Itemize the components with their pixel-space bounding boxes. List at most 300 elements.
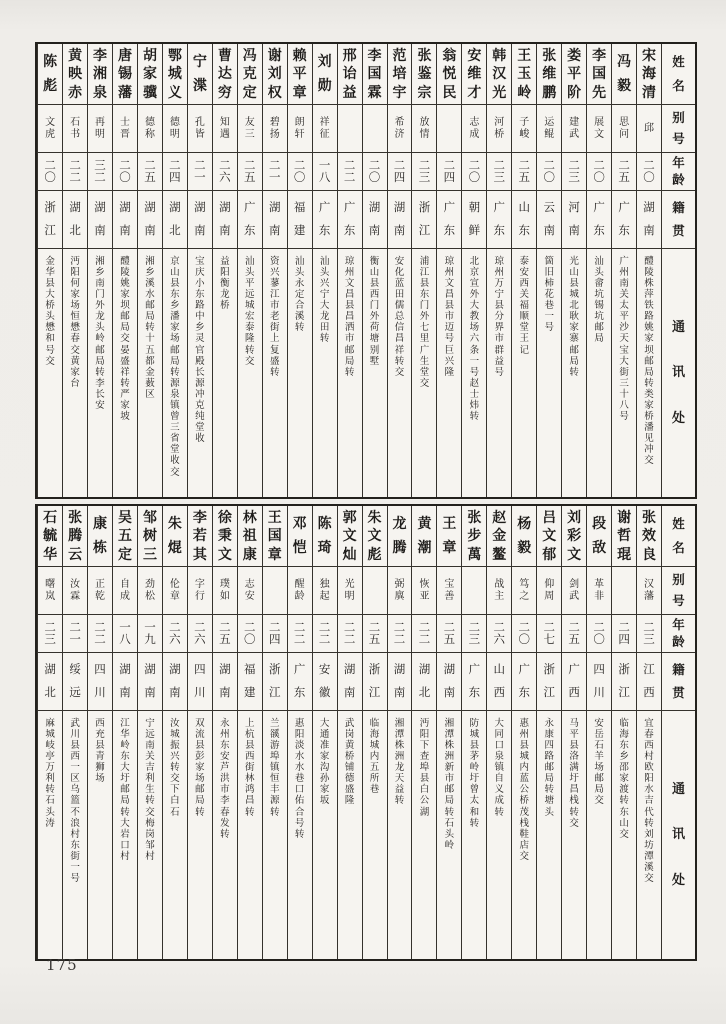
native-place-cell: 湖 南 bbox=[88, 191, 112, 249]
alias-cell: 笃 之 bbox=[512, 567, 536, 615]
name-cell: 吕 文 郁 bbox=[537, 506, 561, 567]
entry-column bbox=[461, 44, 486, 497]
native-place-cell: 浙 江 bbox=[363, 653, 387, 711]
address-cell: 临 海 东 乡 邵 家 渡 转 东 山 交 bbox=[619, 717, 629, 840]
name-cell: 翁 悦 民 bbox=[437, 44, 461, 105]
age-cell: 二 〇 bbox=[537, 153, 561, 191]
address-cell: 惠 阳 淡 水 水 巷 口 佑 合 号 转 bbox=[294, 717, 305, 840]
name-cell: 张 维 鹏 bbox=[537, 44, 561, 105]
address-cell: 湘 潭 株 洲 龙 天 益 转 bbox=[394, 717, 405, 807]
alias-cell: 士 晋 bbox=[113, 105, 137, 153]
age-cell: 二 四 bbox=[263, 615, 287, 653]
address-cell: 麻 城 岐 亭 万 利 转 石 头 涛 bbox=[45, 717, 55, 829]
name-cell: 宁 渫 bbox=[188, 44, 212, 105]
entry-column bbox=[37, 506, 62, 959]
address-cell: 光 山 县 城 北 耿 家 寨 邮 局 转 bbox=[569, 255, 579, 378]
age-cell: 二 七 bbox=[537, 615, 561, 653]
address-cell: 京 山 县 东 乡 潘 家 场 邮 局 转 源 泉 镇 曾 三 省 堂 收 交 bbox=[170, 255, 180, 478]
entry-column bbox=[511, 44, 536, 497]
address-cell: 汕 头 平 远 城 宏 泰 隆 转 交 bbox=[245, 255, 255, 367]
alias-cell: 革 非 bbox=[587, 567, 611, 615]
native-place-cell: 广 东 bbox=[238, 191, 262, 249]
entry-column bbox=[611, 506, 636, 959]
name-cell: 黄 潮 bbox=[412, 506, 436, 567]
name-cell: 徐 秉 文 bbox=[213, 506, 237, 567]
entry-column bbox=[162, 506, 187, 959]
native-place-cell: 湖 北 bbox=[63, 191, 87, 249]
entry-column bbox=[62, 506, 87, 959]
native-place-cell: 湖 南 bbox=[113, 191, 137, 249]
entry-column bbox=[87, 44, 112, 497]
name-cell: 冯 毅 bbox=[612, 44, 636, 105]
name-cell: 段 敌 bbox=[587, 506, 611, 567]
entry-column bbox=[187, 506, 212, 959]
name-cell: 王 国 章 bbox=[263, 506, 287, 567]
alias-cell: 邱 bbox=[637, 105, 661, 153]
name-cell: 唐 锡 藩 bbox=[113, 44, 137, 105]
age-cell: 二 三 bbox=[487, 153, 511, 191]
alias-cell: 希 济 bbox=[388, 105, 412, 153]
name-cell: 谢 刘 权 bbox=[263, 44, 287, 105]
name-cell: 王 章 bbox=[437, 506, 461, 567]
age-cell: 二 一 bbox=[188, 153, 212, 191]
alias-cell bbox=[437, 105, 461, 153]
native-place-cell: 湖 南 bbox=[138, 653, 162, 711]
entry-column bbox=[262, 44, 287, 497]
native-place-cell: 浙 江 bbox=[38, 191, 62, 249]
header-cell-name: 姓 名 bbox=[662, 44, 695, 105]
alias-cell bbox=[338, 105, 362, 153]
address-cell: 汕 头 永 定 合 溪 转 bbox=[294, 255, 305, 334]
address-cell: 北 京 宣 外 大 教 场 六 条 一 号 赵 士 炜 转 bbox=[469, 255, 480, 423]
name-cell: 邢 诒 益 bbox=[338, 44, 362, 105]
age-cell: 二 五 bbox=[238, 153, 262, 191]
age-cell: 一 八 bbox=[113, 615, 137, 653]
address-cell: 广 州 南 关 太 平 沙 天 宝 大 街 三 十 八 号 bbox=[619, 255, 629, 423]
age-cell: 二 二 bbox=[313, 615, 337, 653]
native-place-cell: 朝 鲜 bbox=[462, 191, 486, 249]
age-cell: 二 六 bbox=[487, 615, 511, 653]
alias-cell: 剑 武 bbox=[562, 567, 586, 615]
alias-cell: 文 虎 bbox=[38, 105, 62, 153]
name-cell: 张 步 萬 bbox=[462, 506, 486, 567]
address-cell: 醴 陵 株 萍 铁 路 姚 家 坝 邮 局 转 类 家 桥 潘 见 冲 交 bbox=[644, 255, 654, 467]
address-cell: 汝 城 振 兴 转 交 下 白 石 bbox=[170, 717, 180, 818]
alias-cell: 朗 轩 bbox=[288, 105, 312, 153]
alias-cell: 志 安 bbox=[238, 567, 262, 615]
native-place-cell: 湖 南 bbox=[388, 191, 412, 249]
name-cell: 邹 树 三 bbox=[138, 506, 162, 567]
age-cell: 二 三 bbox=[562, 153, 586, 191]
entry-column bbox=[162, 44, 187, 497]
alias-cell: 碧 扬 bbox=[263, 105, 287, 153]
entry-column bbox=[87, 506, 112, 959]
native-place-cell: 云 南 bbox=[537, 191, 561, 249]
native-place-cell: 湖 南 bbox=[363, 191, 387, 249]
alias-cell: 自 成 bbox=[113, 567, 137, 615]
name-cell: 朱 焜 bbox=[163, 506, 187, 567]
age-cell: 二 二 bbox=[388, 615, 412, 653]
native-place-cell: 浙 江 bbox=[263, 653, 287, 711]
address-cell: 汕 头 畲 坑 锡 坑 邮 局 bbox=[594, 255, 604, 345]
header-cell-native: 籍 贯 bbox=[662, 191, 695, 249]
entry-column bbox=[461, 506, 486, 959]
address-cell: 汕 头 兴 宁 大 龙 田 转 bbox=[319, 255, 330, 345]
alias-cell: 友 三 bbox=[238, 105, 262, 153]
name-cell: 赵 金 鳌 bbox=[487, 506, 511, 567]
entry-column bbox=[137, 506, 162, 959]
address-cell: 马 平 县 洛 满 圩 昌 栈 转 交 bbox=[569, 717, 579, 829]
header-column bbox=[661, 506, 695, 959]
alias-cell: 汉 藩 bbox=[637, 567, 661, 615]
header-cell-age: 年 龄 bbox=[662, 615, 695, 653]
address-cell: 琼 州 万 宁 县 分 界 市 群 益 号 bbox=[494, 255, 505, 378]
age-cell: 二 六 bbox=[213, 153, 237, 191]
name-cell: 冯 克 定 bbox=[238, 44, 262, 105]
age-cell: 二 二 bbox=[63, 153, 87, 191]
directory-table-bottom bbox=[35, 504, 697, 961]
name-cell: 谢 哲 琨 bbox=[612, 506, 636, 567]
entry-column bbox=[611, 44, 636, 497]
address-cell: 衡 山 县 西 门 外 荷 塘 别 墅 bbox=[369, 255, 380, 367]
name-cell: 胡 家 骥 bbox=[138, 44, 162, 105]
entry-column bbox=[636, 506, 661, 959]
age-cell: 二 〇 bbox=[462, 153, 486, 191]
entry-column bbox=[337, 506, 362, 959]
name-cell: 康 栋 bbox=[88, 506, 112, 567]
age-cell: 二 五 bbox=[363, 615, 387, 653]
entry-column bbox=[387, 44, 412, 497]
name-cell: 张 效 良 bbox=[637, 506, 661, 567]
header-cell-alias: 别 号 bbox=[662, 567, 695, 615]
address-cell: 资 兴 蓼 江 市 老 街 上 复 盛 转 bbox=[269, 255, 280, 378]
name-cell: 林 祖 康 bbox=[238, 506, 262, 567]
alias-cell: 醒 龄 bbox=[288, 567, 312, 615]
native-place-cell: 广 西 bbox=[562, 653, 586, 711]
entry-column bbox=[636, 44, 661, 497]
alias-cell: 石 书 bbox=[63, 105, 87, 153]
alias-cell: 建 武 bbox=[562, 105, 586, 153]
entry-column bbox=[62, 44, 87, 497]
entry-column bbox=[387, 506, 412, 959]
native-place-cell: 湖 北 bbox=[163, 191, 187, 249]
address-cell: 金 华 县 大 桥 头 懋 和 号 交 bbox=[45, 255, 55, 367]
native-place-cell: 江 西 bbox=[637, 653, 661, 711]
header-cell-alias: 别 号 bbox=[662, 105, 695, 153]
address-cell: 湘 乡 南 门 外 龙 头 岭 邮 局 转 李 长 安 bbox=[95, 255, 105, 412]
name-cell: 张 腾 云 bbox=[63, 506, 87, 567]
header-cell-address: 通 讯 处 bbox=[671, 319, 685, 427]
native-place-cell: 河 南 bbox=[562, 191, 586, 249]
address-cell: 泰 安 西 关 福 顺 堂 王 记 bbox=[519, 255, 530, 356]
address-cell: 上 杭 县 西 街 林 鸿 昌 转 bbox=[245, 717, 255, 818]
alias-cell: 宝 善 bbox=[437, 567, 461, 615]
page-number: 175 bbox=[46, 956, 78, 974]
entry-column bbox=[287, 44, 312, 497]
name-cell: 张 鉴 宗 bbox=[412, 44, 436, 105]
address-cell: 武 川 县 西 一 区 乌 篮 不 浪 村 东 街 一 号 bbox=[70, 717, 80, 885]
alias-cell: 思 问 bbox=[612, 105, 636, 153]
name-cell: 刘 彩 文 bbox=[562, 506, 586, 567]
age-cell: 二 二 bbox=[88, 615, 112, 653]
name-cell: 娄 平 阶 bbox=[562, 44, 586, 105]
age-cell: 二 二 bbox=[338, 615, 362, 653]
native-place-cell: 四 川 bbox=[188, 653, 212, 711]
alias-cell: 志 成 bbox=[462, 105, 486, 153]
alias-cell: 祥 征 bbox=[313, 105, 337, 153]
address-cell: 沔 阳 何 家 场 恒 懋 春 交 黄 家 台 bbox=[70, 255, 80, 389]
entry-column bbox=[411, 44, 436, 497]
alias-cell: 德 明 bbox=[163, 105, 187, 153]
alias-cell: 孔 皆 bbox=[188, 105, 212, 153]
entry-column bbox=[37, 44, 62, 497]
age-cell: 二 四 bbox=[437, 153, 461, 191]
age-cell: 一 九 bbox=[138, 615, 162, 653]
native-place-cell: 绥 远 bbox=[63, 653, 87, 711]
name-cell: 吴 五 定 bbox=[113, 506, 137, 567]
entry-column bbox=[486, 44, 511, 497]
name-cell: 石 毓 华 bbox=[38, 506, 62, 567]
entry-column bbox=[112, 506, 137, 959]
name-cell: 李 湘 泉 bbox=[88, 44, 112, 105]
entry-column bbox=[586, 44, 611, 497]
age-cell: 二 六 bbox=[188, 615, 212, 653]
name-cell: 安 维 才 bbox=[462, 44, 486, 105]
name-cell: 韩 汉 光 bbox=[487, 44, 511, 105]
age-cell: 二 〇 bbox=[113, 153, 137, 191]
name-cell: 龙 腾 bbox=[388, 506, 412, 567]
alias-cell: 知 遇 bbox=[213, 105, 237, 153]
header-cell-native: 籍 贯 bbox=[662, 653, 695, 711]
age-cell: 二 〇 bbox=[512, 615, 536, 653]
age-cell: 二 三 bbox=[412, 153, 436, 191]
address-cell: 双 流 县 彭 家 场 邮 局 转 bbox=[195, 717, 205, 818]
address-cell: 防 城 县 茅 岭 圩 曾 太 和 转 bbox=[469, 717, 480, 829]
address-cell: 兰 豀 游 埠 镇 恒 丰 源 转 bbox=[269, 717, 280, 818]
native-place-cell: 浙 江 bbox=[612, 653, 636, 711]
alias-cell: 劲 松 bbox=[138, 567, 162, 615]
native-place-cell: 湖 南 bbox=[213, 191, 237, 249]
name-cell: 宋 海 清 bbox=[637, 44, 661, 105]
native-place-cell: 湖 南 bbox=[263, 191, 287, 249]
alias-cell bbox=[363, 567, 387, 615]
age-cell: 二 四 bbox=[612, 615, 636, 653]
alias-cell: 战 主 bbox=[487, 567, 511, 615]
age-cell: 二 五 bbox=[612, 153, 636, 191]
name-cell: 王 玉 岭 bbox=[512, 44, 536, 105]
entry-column bbox=[312, 44, 337, 497]
age-cell: 二 〇 bbox=[288, 153, 312, 191]
alias-cell bbox=[363, 105, 387, 153]
alias-cell: 汝 霖 bbox=[63, 567, 87, 615]
native-place-cell: 湖 南 bbox=[188, 191, 212, 249]
entry-column bbox=[536, 44, 561, 497]
address-cell: 临 海 城 内 五 所 巷 bbox=[369, 717, 380, 796]
alias-cell bbox=[462, 567, 486, 615]
entry-column bbox=[586, 506, 611, 959]
address-cell: 琼 州 文 昌 县 昌 洒 市 邮 局 转 bbox=[344, 255, 355, 378]
entry-column bbox=[436, 44, 461, 497]
alias-cell bbox=[263, 567, 287, 615]
native-place-cell: 湖 南 bbox=[637, 191, 661, 249]
native-place-cell: 浙 江 bbox=[412, 191, 436, 249]
entry-column bbox=[237, 506, 262, 959]
entry-column bbox=[561, 44, 586, 497]
address-cell: 宝 庆 小 东 路 中 乡 灵 官 殿 长 源 冲 克 纯 堂 收 bbox=[195, 255, 205, 445]
native-place-cell: 四 川 bbox=[587, 653, 611, 711]
age-cell: 二 四 bbox=[388, 153, 412, 191]
entry-column bbox=[436, 506, 461, 959]
native-place-cell: 广 东 bbox=[612, 191, 636, 249]
address-cell: 宁 远 南 关 吉 利 生 转 交 梅 岗 邹 村 bbox=[145, 717, 155, 862]
directory-table-top bbox=[35, 42, 697, 499]
entry-column bbox=[486, 506, 511, 959]
name-cell: 朱 文 彪 bbox=[363, 506, 387, 567]
age-cell: 二 三 bbox=[38, 615, 62, 653]
age-cell: 二 五 bbox=[213, 615, 237, 653]
name-cell: 刘 勋 bbox=[313, 44, 337, 105]
address-cell: 西 充 县 青 狮 场 bbox=[95, 717, 105, 785]
address-cell: 沔 阳 下 查 埠 县 白 公 湖 bbox=[419, 717, 430, 818]
native-place-cell: 浙 江 bbox=[537, 653, 561, 711]
name-cell: 李 国 先 bbox=[587, 44, 611, 105]
alias-cell: 字 行 bbox=[188, 567, 212, 615]
name-cell: 曹 达 穷 bbox=[213, 44, 237, 105]
age-cell: 二 五 bbox=[512, 153, 536, 191]
entry-column bbox=[287, 506, 312, 959]
name-cell: 范 培 宇 bbox=[388, 44, 412, 105]
age-cell: 二 五 bbox=[138, 153, 162, 191]
address-cell: 惠 州 县 城 内 蓝 公 桥 茂 栈 鞋 店 交 bbox=[519, 717, 530, 862]
address-cell: 安 化 蓝 田 儒 总 信 昌 祥 转 交 bbox=[394, 255, 405, 378]
age-cell: 二 〇 bbox=[587, 615, 611, 653]
alias-cell: 曙 岚 bbox=[38, 567, 62, 615]
native-place-cell: 广 东 bbox=[462, 653, 486, 711]
alias-cell: 德 称 bbox=[138, 105, 162, 153]
alias-cell: 仰 周 bbox=[537, 567, 561, 615]
entry-column bbox=[137, 44, 162, 497]
address-cell: 大 同 口 泉 镇 自 义 成 转 bbox=[494, 717, 505, 818]
entry-column bbox=[561, 506, 586, 959]
native-place-cell: 安 徽 bbox=[313, 653, 337, 711]
alias-cell: 伦 章 bbox=[163, 567, 187, 615]
address-cell: 永 康 四 路 邮 局 转 塘 头 bbox=[544, 717, 554, 818]
address-cell: 武 岗 黄 桥 铺 德 盛 隆 bbox=[344, 717, 355, 807]
header-cell-address: 通 讯 处 bbox=[671, 781, 685, 889]
address-cell: 宜 春 西 村 欧 阳 水 吉 代 转 刘 坊 潭 溪 交 bbox=[644, 717, 654, 885]
entry-column bbox=[312, 506, 337, 959]
native-place-cell: 广 东 bbox=[587, 191, 611, 249]
address-cell: 湘 乡 溪 水 邮 局 转 十 五 都 金 薮 区 bbox=[145, 255, 155, 400]
age-cell: 二 五 bbox=[562, 615, 586, 653]
entry-column bbox=[362, 506, 387, 959]
address-cell: 益 阳 衡 龙 桥 bbox=[220, 255, 230, 312]
age-cell: 一 八 bbox=[313, 153, 337, 191]
alias-cell bbox=[612, 567, 636, 615]
entry-column bbox=[237, 44, 262, 497]
alias-cell: 弼 廙 bbox=[388, 567, 412, 615]
alias-cell: 放 情 bbox=[412, 105, 436, 153]
entry-column bbox=[212, 506, 237, 959]
alias-cell: 子 峻 bbox=[512, 105, 536, 153]
native-place-cell: 福 建 bbox=[288, 191, 312, 249]
name-cell: 陈 彪 bbox=[38, 44, 62, 105]
native-place-cell: 湖 南 bbox=[163, 653, 187, 711]
age-cell: 二 一 bbox=[263, 153, 287, 191]
age-cell: 二 一 bbox=[63, 615, 87, 653]
age-cell: 二 〇 bbox=[587, 153, 611, 191]
native-place-cell: 湖 南 bbox=[388, 653, 412, 711]
age-cell: 二 二 bbox=[288, 615, 312, 653]
alias-cell: 独 起 bbox=[313, 567, 337, 615]
age-cell: 三 二 bbox=[88, 153, 112, 191]
native-place-cell: 广 东 bbox=[313, 191, 337, 249]
native-place-cell: 广 东 bbox=[437, 191, 461, 249]
name-cell: 杨 毅 bbox=[512, 506, 536, 567]
entry-column bbox=[536, 506, 561, 959]
address-cell: 永 州 东 安 芦 洪 市 李 春 发 转 bbox=[220, 717, 230, 840]
age-cell: 二 〇 bbox=[238, 615, 262, 653]
native-place-cell: 湖 南 bbox=[138, 191, 162, 249]
entry-column bbox=[511, 506, 536, 959]
native-place-cell: 湖 南 bbox=[113, 653, 137, 711]
native-place-cell: 湖 南 bbox=[437, 653, 461, 711]
age-cell: 二 二 bbox=[412, 615, 436, 653]
name-cell: 黄 映 赤 bbox=[63, 44, 87, 105]
name-cell: 郭 文 灿 bbox=[338, 506, 362, 567]
entry-column bbox=[411, 506, 436, 959]
native-place-cell: 福 建 bbox=[238, 653, 262, 711]
address-cell: 大 通 准 家 沟 孙 家 坂 bbox=[319, 717, 330, 807]
name-cell: 陈 琦 bbox=[313, 506, 337, 567]
age-cell: 二 二 bbox=[338, 153, 362, 191]
address-cell: 箇 旧 柿 花 巷 一 号 bbox=[544, 255, 554, 334]
name-cell: 邓 恺 bbox=[288, 506, 312, 567]
alias-cell: 河 桥 bbox=[487, 105, 511, 153]
age-cell: 二 三 bbox=[462, 615, 486, 653]
header-column bbox=[661, 44, 695, 497]
age-cell: 二 五 bbox=[437, 615, 461, 653]
name-cell: 赖 平 章 bbox=[288, 44, 312, 105]
age-cell: 二 〇 bbox=[38, 153, 62, 191]
age-cell: 二 〇 bbox=[363, 153, 387, 191]
alias-cell: 再 明 bbox=[88, 105, 112, 153]
header-cell-name: 姓 名 bbox=[662, 506, 695, 567]
native-place-cell: 广 东 bbox=[512, 653, 536, 711]
alias-cell: 正 乾 bbox=[88, 567, 112, 615]
age-cell: 二 〇 bbox=[637, 153, 661, 191]
native-place-cell: 广 东 bbox=[288, 653, 312, 711]
alias-cell: 运 鲲 bbox=[537, 105, 561, 153]
native-place-cell: 山 东 bbox=[512, 191, 536, 249]
alias-cell: 璞 如 bbox=[213, 567, 237, 615]
address-cell: 琼 州 文 昌 县 市 迈 号 巨 兴 隆 bbox=[444, 255, 455, 378]
native-place-cell: 四 川 bbox=[88, 653, 112, 711]
address-cell: 湘 潭 株 洲 新 市 邮 局 转 石 头 岭 bbox=[444, 717, 455, 851]
native-place-cell: 山 西 bbox=[487, 653, 511, 711]
native-place-cell: 湖 南 bbox=[213, 653, 237, 711]
native-place-cell: 湖 北 bbox=[38, 653, 62, 711]
entry-column bbox=[112, 44, 137, 497]
address-cell: 安 岳 石 羊 场 邮 局 交 bbox=[594, 717, 604, 807]
age-cell: 二 六 bbox=[163, 615, 187, 653]
entry-column bbox=[187, 44, 212, 497]
entry-column bbox=[362, 44, 387, 497]
native-place-cell: 广 东 bbox=[487, 191, 511, 249]
name-cell: 李 若 其 bbox=[188, 506, 212, 567]
name-cell: 鄂 城 义 bbox=[163, 44, 187, 105]
alias-cell: 光 明 bbox=[338, 567, 362, 615]
